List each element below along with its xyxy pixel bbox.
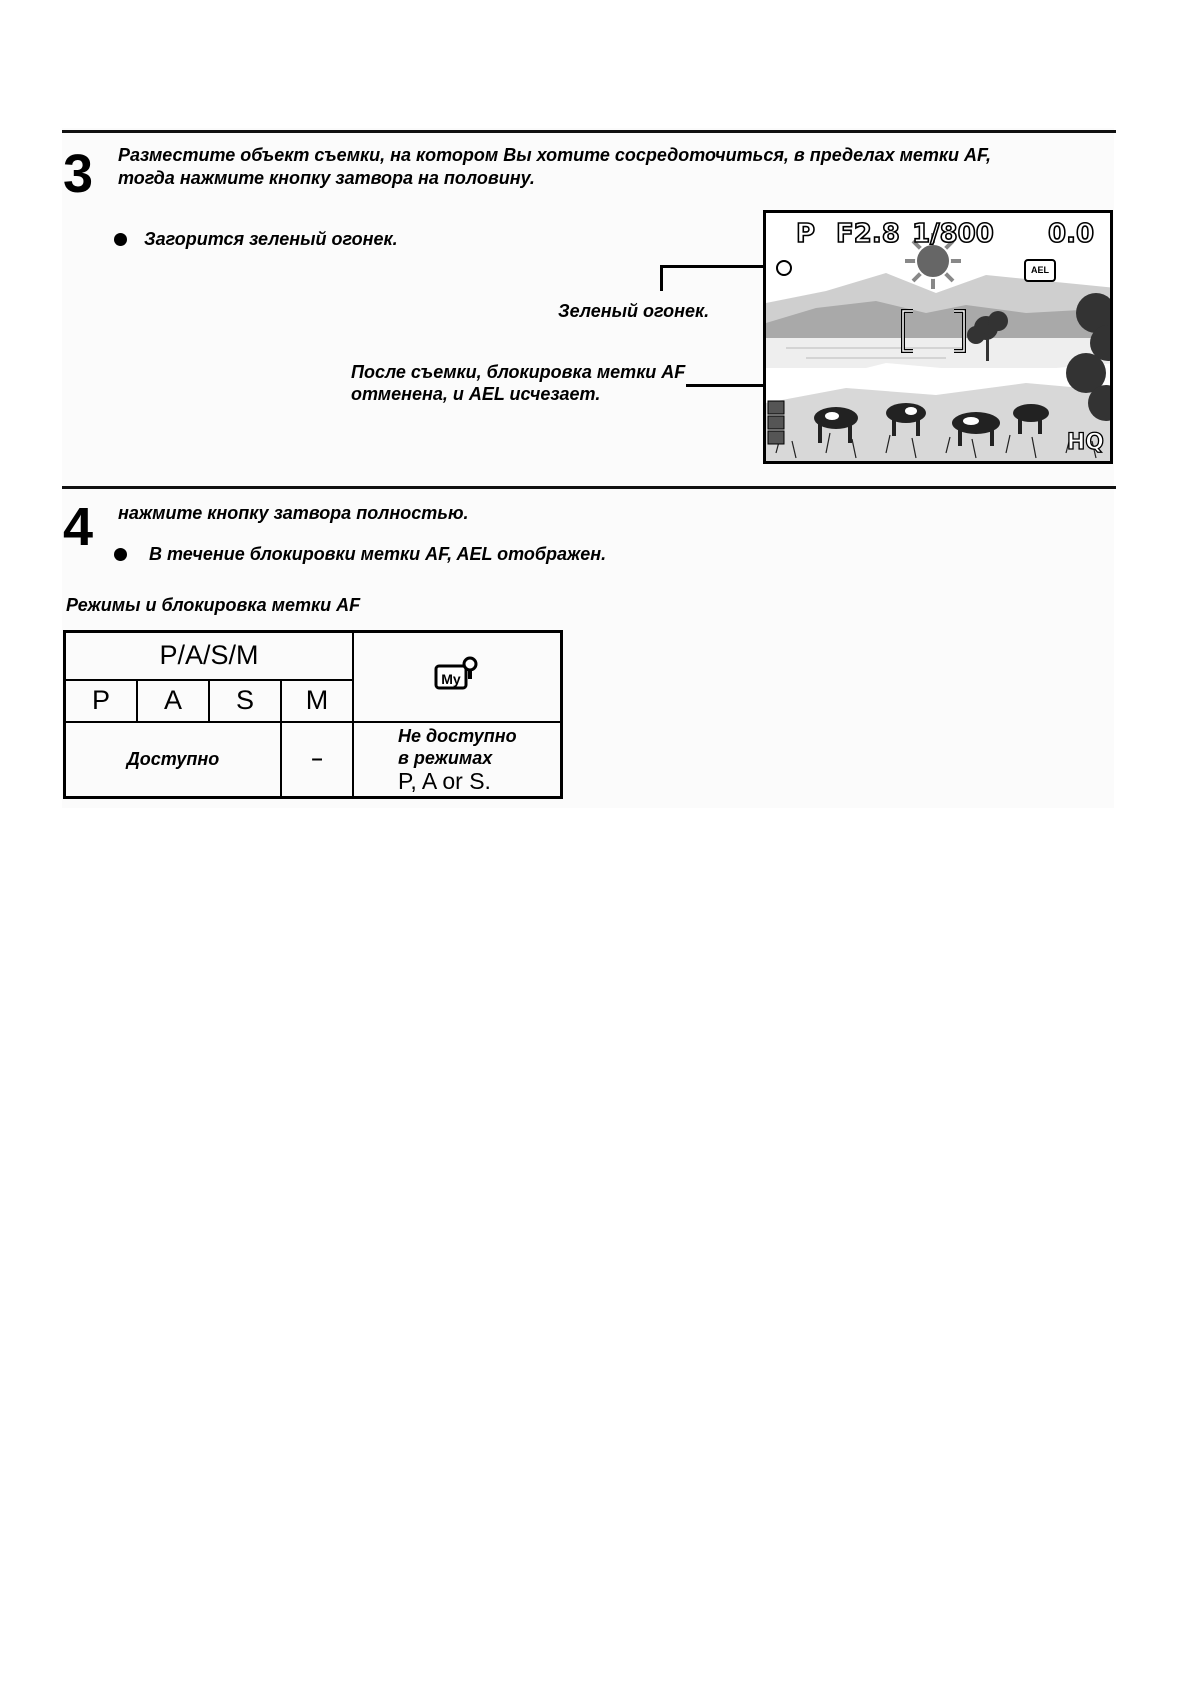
my-value-line1: Не доступно <box>398 726 517 747</box>
table-caption: Режимы и блокировка метки AF <box>66 595 361 615</box>
ael-badge: AEL <box>1024 259 1056 282</box>
green-lamp-icon <box>777 261 791 275</box>
pas-value-cell <box>65 722 282 798</box>
callout-leader-green-v <box>660 265 663 291</box>
callout-leader-green-h <box>660 265 770 268</box>
lcd-aperture: F2.8 <box>836 219 900 249</box>
callout-after-line2: отменена, и AEL исчезает. <box>351 384 601 404</box>
callout-after-line1: После съемки, блокировка метки AF <box>351 362 686 382</box>
mode-s-label: S <box>235 685 254 715</box>
m-value-cell <box>281 722 353 798</box>
battery-icon <box>768 401 784 444</box>
bullet-text: В течение блокировки метки AF, AEL отображен. <box>149 544 607 564</box>
mode-p-header <box>65 680 138 722</box>
mode-a-header <box>137 680 209 722</box>
pas-value: Доступно <box>126 749 220 770</box>
step-number: 3 <box>63 144 94 204</box>
step-instruction-line1: нажмите кнопку затвора полностью. <box>118 503 469 523</box>
callout-green-lamp: Зеленый огонек. <box>558 301 710 321</box>
step-instruction-line1: Разместите объект съемки, на котором Вы хотите сосредоточиться, в пределах метки AF, <box>118 145 992 165</box>
my-value-line2: в режимах <box>398 748 493 769</box>
lcd-scene <box>766 213 1113 464</box>
my-value-cell <box>353 722 562 798</box>
svg-text:My: My <box>441 671 461 688</box>
bullet-icon <box>114 233 127 246</box>
mode-m-header <box>281 680 353 722</box>
section-divider <box>62 486 1116 489</box>
mode-m-label: M <box>305 685 329 715</box>
camera-lcd-screen <box>763 210 1113 464</box>
section-divider <box>62 130 1116 133</box>
mode-s-header <box>209 680 281 722</box>
m-value: – <box>311 747 323 770</box>
lcd-quality: HQ <box>1066 430 1104 455</box>
my-value-line3: P, A or S. <box>398 768 491 795</box>
modes-table <box>63 630 563 799</box>
mode-a-label: A <box>163 685 182 715</box>
step-number: 4 <box>63 497 94 557</box>
table-group-header <box>65 632 354 680</box>
my-mode-icon <box>432 654 482 694</box>
group-header-label: P/A/S/M <box>159 640 259 671</box>
bullet-icon <box>114 548 127 561</box>
step-instruction-line2: тогда нажмите кнопку затвора на половину. <box>118 168 535 188</box>
bullet-text: Загорится зеленый огонек. <box>144 229 398 249</box>
lcd-mode: P <box>796 219 816 249</box>
my-mode-header <box>353 632 562 722</box>
lcd-exposure-comp: 0.0 <box>1048 219 1095 249</box>
mode-p-label: P <box>91 685 110 715</box>
lcd-shutter: 1/800 <box>912 219 994 249</box>
